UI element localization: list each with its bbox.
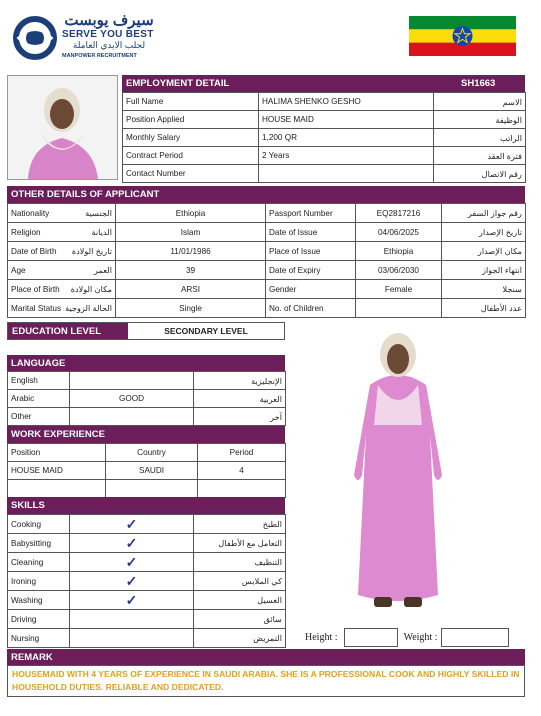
employment-label: Full Name [123, 93, 259, 111]
company-name-en: SERVE YOU BEST [62, 29, 154, 40]
work-experience-header [7, 426, 285, 443]
remark-header [7, 649, 525, 665]
other-details-row [8, 280, 526, 299]
other-details-header [7, 186, 525, 203]
work-period [198, 480, 286, 498]
skill-label: Nursing [8, 629, 70, 648]
employment-value: HALIMA SHENKO GESHO [259, 93, 434, 111]
height-label: Height : [305, 632, 338, 643]
language-row [8, 408, 286, 426]
remark-text: HOUSEMAID WITH 4 YEARS OF EXPERIENCE IN SAUDI ARABIA. SHE IS A PROFESSIONAL COOK AND HIGHLY SKILLED IN HOUSEHOLD DUTIES. RELIABLE AND DEDICATED. [7, 665, 525, 697]
skill-label-ar: التمريض [194, 629, 286, 648]
skills-header [7, 497, 285, 514]
skill-row [8, 534, 286, 553]
work-column-header: Period [198, 444, 286, 462]
skill-row [8, 610, 286, 629]
skills-table [7, 514, 286, 648]
employment-label-ar: الراتب [434, 129, 526, 147]
other-details-title: OTHER DETAILS OF APPLICANT [11, 189, 160, 200]
skills-title: SKILLS [11, 500, 45, 511]
detail-value: Single [116, 299, 266, 318]
work-row [8, 480, 286, 498]
education-row [7, 322, 285, 340]
applicant-full-body-photo [330, 325, 465, 620]
employment-detail-header [122, 75, 525, 92]
company-subtitle-ar: لجلب الايدي العاملة [72, 40, 146, 50]
employment-label-ar: الوظيفة [434, 111, 526, 129]
weight-value [441, 629, 508, 647]
remark-title: REMARK [11, 651, 53, 663]
work-column-header: Country [106, 444, 198, 462]
language-value [70, 408, 194, 426]
detail-value: 11/01/1986 [116, 242, 266, 261]
employment-value: 2 Years [259, 147, 434, 165]
language-row [8, 390, 286, 408]
employment-row [123, 165, 526, 183]
detail-value-2: Ethiopia [356, 242, 442, 261]
language-value: GOOD [70, 390, 194, 408]
skill-row [8, 629, 286, 648]
employment-row [123, 147, 526, 165]
work-position [8, 480, 106, 498]
applicant-portrait-photo [7, 75, 118, 180]
detail-value-2: Female [356, 280, 442, 299]
language-header [7, 355, 285, 371]
check-icon: ✓ [70, 553, 194, 572]
skill-label-ar: التنظيف [194, 553, 286, 572]
employment-value: HOUSE MAID [259, 111, 434, 129]
employment-detail-table [122, 92, 526, 183]
detail-value: Islam [116, 223, 266, 242]
detail-value-2: 03/06/2030 [356, 261, 442, 280]
language-label: English [8, 372, 70, 390]
company-tagline: MANPOWER RECRUITMENT [62, 53, 137, 59]
detail-label: Marital Status [8, 299, 64, 318]
detail-label: Nationality [8, 204, 64, 223]
height-weight-table [302, 628, 509, 647]
work-column-header: Position [8, 444, 106, 462]
detail-label-2: Place of Issue [266, 242, 356, 261]
skill-label-ar: سائق [194, 610, 286, 629]
language-label-ar: العربية [194, 390, 286, 408]
reference-number: SH1663 [461, 78, 496, 89]
employment-row [123, 93, 526, 111]
skill-row [8, 515, 286, 534]
language-label-ar: آخر [194, 408, 286, 426]
detail-label-2-ar: رقم جواز السفر [442, 204, 526, 223]
work-country: SAUDI [106, 462, 198, 480]
detail-label: Date of Birth [8, 242, 64, 261]
other-details-row [8, 242, 526, 261]
work-position: HOUSE MAID [8, 462, 106, 480]
company-name-ar: سيرف يوبست [64, 12, 154, 29]
check-icon [70, 629, 194, 648]
skill-label: Cleaning [8, 553, 70, 572]
skill-label-ar: الغسيل [194, 591, 286, 610]
detail-label-2-ar: سنجلا [442, 280, 526, 299]
detail-label-ar: تاريخ الولادة [64, 242, 116, 261]
detail-label: Age [8, 261, 64, 280]
language-table [7, 371, 286, 426]
employment-row [123, 111, 526, 129]
detail-value: Ethiopia [116, 204, 266, 223]
other-details-row [8, 223, 526, 242]
check-icon: ✓ [70, 515, 194, 534]
education-title: EDUCATION LEVEL [8, 323, 128, 339]
work-country [106, 480, 198, 498]
detail-label-ar: الجنسية [64, 204, 116, 223]
skill-label: Washing [8, 591, 70, 610]
check-icon: ✓ [70, 591, 194, 610]
employment-value: 1,200 QR [259, 129, 434, 147]
height-value [344, 629, 397, 647]
detail-value-2: EQ2817216 [356, 204, 442, 223]
detail-label-2: Date of Issue [266, 223, 356, 242]
skill-label: Ironing [8, 572, 70, 591]
education-value: SECONDARY LEVEL [164, 326, 248, 336]
detail-label-2-ar: مكان الإصدار [442, 242, 526, 261]
skill-label: Babysitting [8, 534, 70, 553]
employment-value [259, 165, 434, 183]
check-icon: ✓ [70, 572, 194, 591]
detail-value: ARSI [116, 280, 266, 299]
other-details-row [8, 261, 526, 280]
other-details-table [7, 203, 526, 318]
detail-label-2-ar: تاريخ الإصدار [442, 223, 526, 242]
language-value [70, 372, 194, 390]
skill-label: Driving [8, 610, 70, 629]
employment-label-ar: رقم الاتصال [434, 165, 526, 183]
employment-label: Monthly Salary [123, 129, 259, 147]
detail-label-2: Gender [266, 280, 356, 299]
company-logo [10, 16, 60, 60]
detail-value: 39 [116, 261, 266, 280]
employment-row [123, 129, 526, 147]
detail-label-2-ar: عدد الأطفال [442, 299, 526, 318]
detail-label-2: Passport Number [266, 204, 356, 223]
other-details-row [8, 299, 526, 318]
detail-label-2: Date of Expiry [266, 261, 356, 280]
weight-label: Weight : [403, 632, 438, 643]
employment-label-ar: فترة العقد [434, 147, 526, 165]
detail-label-2-ar: انتهاء الجواز [442, 261, 526, 280]
employment-label: Contract Period [123, 147, 259, 165]
language-title: LANGUAGE [11, 357, 66, 369]
check-icon: ✓ [70, 534, 194, 553]
skill-label-ar: كي الملابس [194, 572, 286, 591]
language-row [8, 372, 286, 390]
detail-label-ar: الحالة الزوجية [64, 299, 116, 318]
work-row [8, 462, 286, 480]
skill-label-ar: الطبخ [194, 515, 286, 534]
work-experience-table [7, 443, 286, 498]
detail-label: Place of Birth [8, 280, 64, 299]
detail-label-ar: مكان الولادة [64, 280, 116, 299]
detail-label-2: No. of Children [266, 299, 356, 318]
detail-value-2 [356, 299, 442, 318]
detail-label-ar: العمر [64, 261, 116, 280]
ethiopia-flag [409, 16, 516, 56]
language-label-ar: الإنجليزية [194, 372, 286, 390]
employment-detail-title: EMPLOYMENT DETAIL [126, 78, 230, 89]
skill-row [8, 553, 286, 572]
language-label: Arabic [8, 390, 70, 408]
employment-label: Position Applied [123, 111, 259, 129]
work-period: 4 [198, 462, 286, 480]
skill-label: Cooking [8, 515, 70, 534]
language-label: Other [8, 408, 70, 426]
skill-row [8, 572, 286, 591]
skill-row [8, 591, 286, 610]
other-details-row [8, 204, 526, 223]
work-experience-title: WORK EXPERIENCE [11, 429, 105, 440]
employment-label-ar: الاسم [434, 93, 526, 111]
employment-label: Contact Number [123, 165, 259, 183]
work-header-row [8, 444, 286, 462]
skill-label-ar: التعامل مع الأطفال [194, 534, 286, 553]
detail-label-ar: الديانة [64, 223, 116, 242]
detail-value-2: 04/06/2025 [356, 223, 442, 242]
detail-label: Religion [8, 223, 64, 242]
check-icon [70, 610, 194, 629]
